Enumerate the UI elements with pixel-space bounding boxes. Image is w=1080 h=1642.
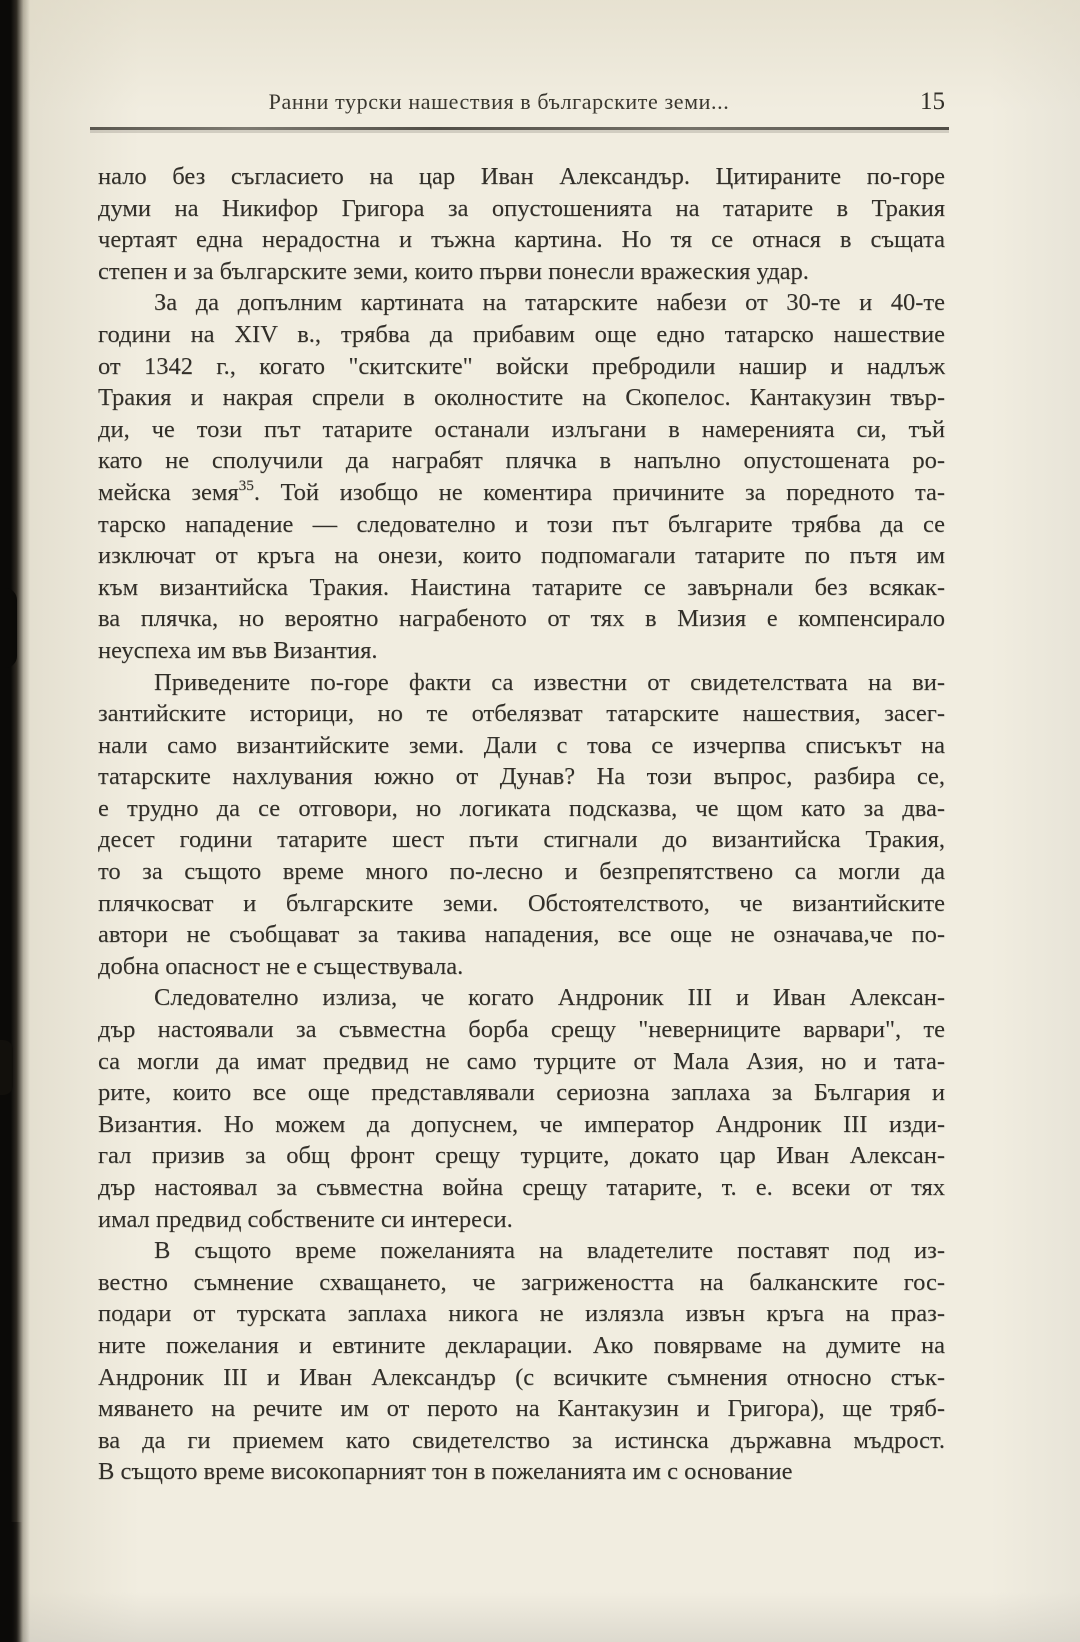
text-line: За да допълним картината на татарските набези от 30-те и 40-те: [154, 289, 945, 317]
text-line: В същото време пожеланията на владетелите поставят под из-: [154, 1237, 945, 1265]
text-line: Тракия и накрая спрели в околностите на Скопелос. Кантакузин твър-: [98, 384, 945, 412]
body-text: [98, 161, 945, 1488]
text-line: ди, че този път татарите останали излъгани в намеренията си, тъй: [98, 415, 945, 443]
text-line: ва плячка, но вероятно награбеното от тях в Мизия е компенсирало: [98, 605, 945, 633]
text-line: гал призив за общ фронт срещу турците, докато цар Иван Алексан-: [98, 1142, 945, 1170]
text-line: плячкосват и българските земи. Обстоятелството, че византийските: [98, 889, 945, 917]
text-line: дър настоявали за съвместна борба срещу "неверниците варвари", те: [98, 1016, 945, 1044]
text-line: добна опасност не е съществувала.: [98, 952, 464, 980]
paragraph: [98, 667, 945, 983]
text-line: зантийските историци, но те отбелязват татарските нашествия, засег-: [98, 700, 945, 728]
text-line: изключат от кръга на онези, които подпомагали татарите по пътя им: [98, 542, 945, 570]
paragraph: [98, 161, 945, 287]
page-header: [98, 88, 945, 120]
text-line: рите, които все още представлявали сериозна заплаха за България и: [98, 1079, 945, 1107]
text-line: към византийска Тракия. Наистина татарите се завърнали без всякак-: [98, 573, 945, 601]
text-line: вестно съмнение схващането, че загрижеността на балканските гос-: [98, 1268, 945, 1296]
text-line: от 1342 г., когато "скитските" войски пребродили нашир и надлъж: [98, 352, 945, 380]
text-line: думи на Никифор Григора за опустошенията на татарите в Тракия: [98, 194, 945, 222]
footnote-reference: 35: [238, 476, 254, 494]
running-title: Ранни турски нашествия в българските земи...: [268, 89, 730, 114]
text-line: мяването на речите им от перото на Кантакузин и Григора), ще тряб-: [98, 1395, 945, 1423]
text-line: степен и за българските земи, които първи понесли вражеския удар.: [98, 257, 809, 285]
text-line: нало без съгласието на цар Иван Александър. Цитираните по-горе: [98, 163, 945, 190]
text-line: нали само византийските земи. Дали с това се изчерпва списъкът на: [98, 731, 945, 759]
book-binding-edge: [0, 0, 30, 1642]
text-line: то за същото време много по-лесно и безпрепятствено са могли да: [98, 858, 945, 886]
text-line: В същото време високопарният тон в пожеланията им с основание: [98, 1458, 793, 1486]
text-line: автори не съобщават за такива нападения, все още не означава,че по-: [98, 921, 945, 949]
text-line: неуспеха им във Византия.: [98, 636, 378, 664]
text-line: дър настоявал за съвместна война срещу татарите, т. е. всеки от тях: [98, 1174, 945, 1201]
text-line: като не сполучили да награбят плячка в напълно опустошената ро-: [98, 447, 945, 475]
text-line: мейска земя$^{35}$. Той изобщо не коментира причините за поредното та-: [98, 476, 945, 506]
text-line: имал предвид собствените си интереси.: [98, 1205, 513, 1233]
page-number: 15: [920, 88, 945, 115]
text-line: е трудно да се отговори, но логиката подсказва, че щом като за два-: [98, 794, 945, 822]
text-line: десет години татарите шест пъти стигнали до византийска Тракия,: [98, 826, 945, 854]
text-line: Приведените по-горе факти са известни от свидетелствата на ви-: [154, 668, 945, 696]
text-line: подари от турската заплаха никога не излязла извън кръга на праз-: [98, 1300, 945, 1328]
paragraph: [98, 982, 945, 1235]
text-line: Следователно излиза, че когато Андроник III и Иван Алексан-: [154, 984, 945, 1012]
paragraph: [98, 287, 945, 666]
text-line: тарско нападение — следователно и този път българите трябва да се: [98, 510, 945, 538]
book-binding-corner: [0, 1522, 22, 1642]
paragraph: [98, 1235, 945, 1488]
text-line: Андроник III и Иван Александър (с всичките съмнения относно стък-: [98, 1363, 945, 1391]
header-rule: [90, 127, 949, 130]
text-line: ва да ги приемем като свидетелство за истинска държавна мъдрост.: [98, 1426, 945, 1454]
text-line: чертаят една нерадостна и тъжна картина. Но тя се отнася в същата: [98, 226, 945, 254]
text-line: години на XIV в., трябва да прибавим още едно татарско нашествие: [98, 320, 945, 348]
text-line: ните пожелания и евтините декларации. Ако повярваме на думите на: [98, 1331, 945, 1359]
text-line: са могли да имат предвид не само турците от Мала Азия, но и тата-: [98, 1047, 945, 1075]
text-line: Византия. Но можем да допуснем, че император Андроник III изди-: [98, 1110, 945, 1138]
text-line: татарските нахлувания южно от Дунав? На този въпрос, разбира се,: [98, 763, 945, 791]
